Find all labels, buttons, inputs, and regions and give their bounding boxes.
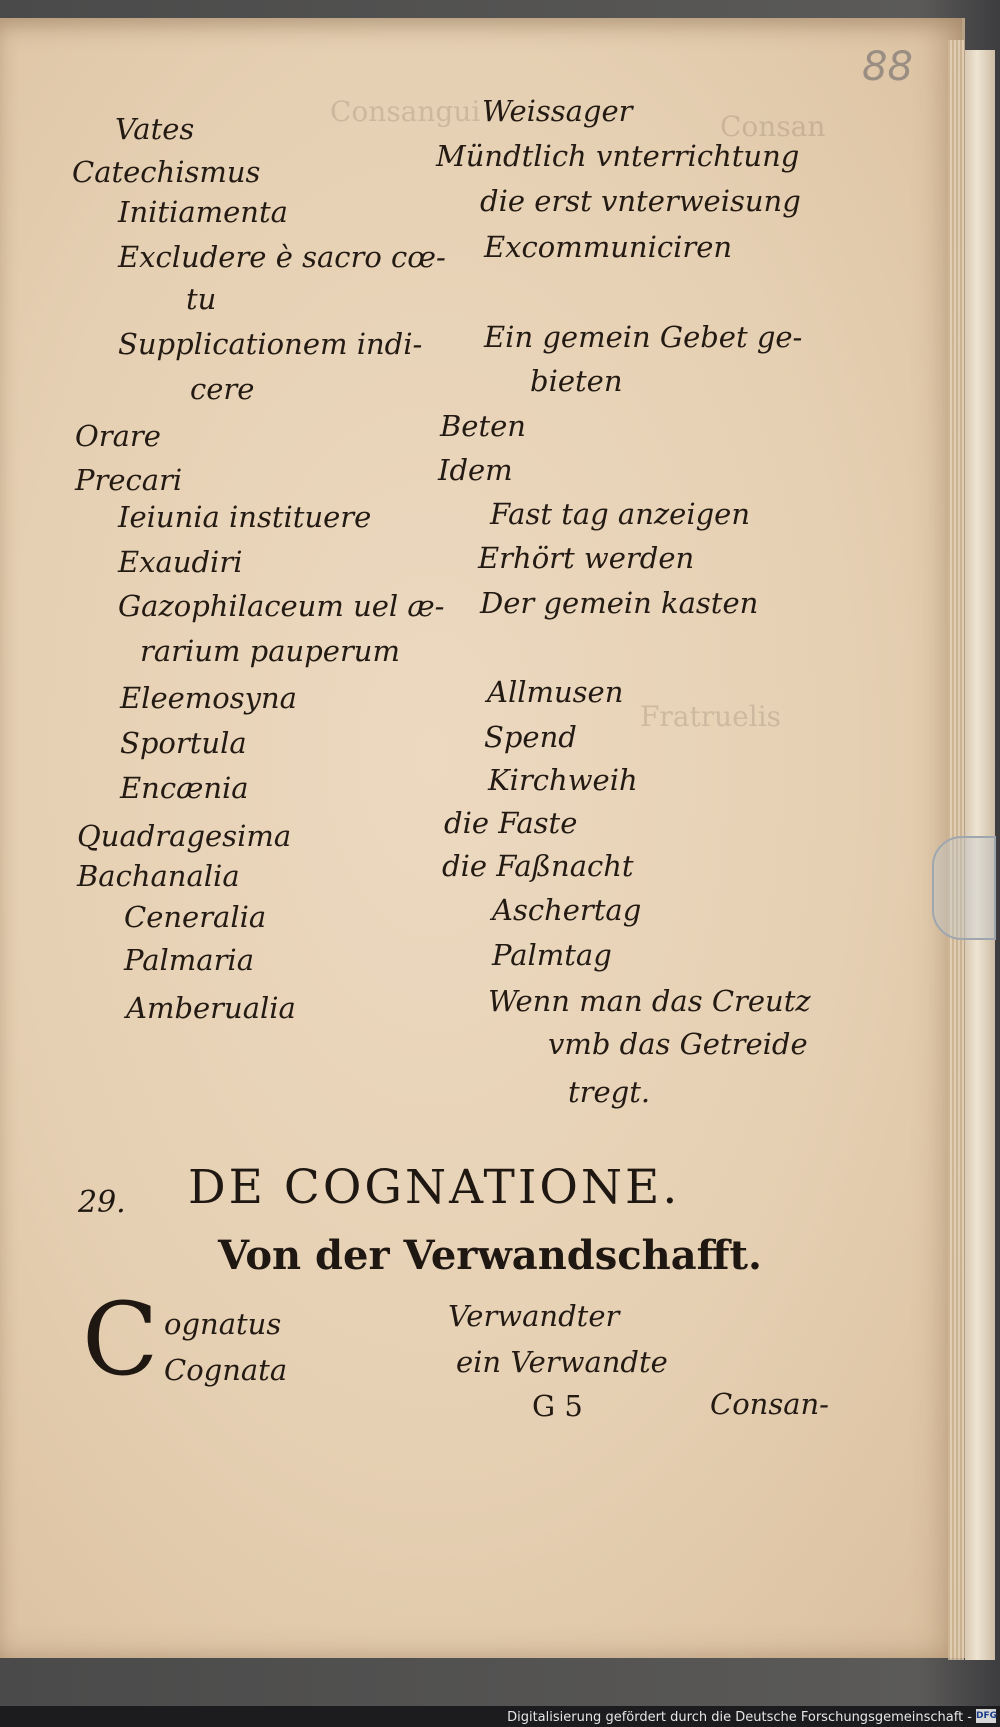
- section-subtitle: Von der Verwandschafft.: [218, 1232, 762, 1279]
- german-term: Der gemein kasten: [480, 586, 759, 620]
- german-term: Excommuniciren: [484, 230, 733, 264]
- latin-term: Ceneralia: [124, 900, 267, 934]
- bleed-through-text: Consan: [720, 110, 826, 143]
- latin-term: Vates: [115, 112, 195, 146]
- german-term: Ein gemein Gebet ge-: [484, 320, 803, 354]
- latin-term: rarium pauperum: [140, 634, 400, 668]
- german-term: Erhört werden: [478, 541, 695, 575]
- german-term: die Faßnacht: [442, 849, 634, 883]
- german-term: Spend: [484, 720, 577, 754]
- latin-term: Excludere è sacro cœ-: [118, 240, 446, 274]
- section-number: 29.: [78, 1185, 126, 1220]
- latin-term: Amberualia: [126, 991, 296, 1025]
- german-term: Kirchweih: [488, 763, 638, 797]
- latin-term: tu: [186, 282, 217, 316]
- latin-term: Gazophilaceum uel æ-: [118, 589, 445, 623]
- german-term: ein Verwandte: [456, 1345, 668, 1379]
- latin-term: Exaudiri: [118, 545, 243, 579]
- german-term: Weissager: [482, 94, 633, 128]
- funding-credit: Digitalisierung gefördert durch die Deutsche Forschungsgemeinschaft -: [507, 1710, 972, 1725]
- latin-term: Ieiunia instituere: [118, 500, 372, 534]
- german-term: Aschertag: [492, 893, 642, 927]
- latin-term: Initiamenta: [118, 195, 288, 229]
- latin-term: cere: [190, 372, 255, 406]
- latin-term: Catechismus: [72, 155, 261, 189]
- german-term: Mündtlich vnterrichtung: [436, 139, 800, 173]
- folio-number: 88: [862, 44, 913, 90]
- german-term: vmb das Getreide: [548, 1027, 808, 1061]
- latin-term: Quadragesima: [77, 819, 292, 853]
- german-term: tregt.: [568, 1075, 651, 1109]
- bleed-through-text: Consangui: [330, 95, 481, 128]
- latin-term: Supplicationem indi-: [118, 327, 423, 361]
- german-term: die erst vnterweisung: [480, 184, 801, 218]
- decorated-initial: C: [82, 1281, 159, 1398]
- german-term: Wenn man das Creutz: [488, 984, 811, 1018]
- german-term: Verwandter: [448, 1299, 620, 1333]
- german-term: Idem: [438, 453, 513, 487]
- latin-term: Palmaria: [124, 943, 254, 977]
- german-term: Allmusen: [487, 675, 624, 709]
- bleed-through-text: Fratruelis: [640, 700, 782, 733]
- catchword: Consan-: [710, 1387, 829, 1421]
- latin-term: Precari: [75, 463, 183, 497]
- latin-term: Cognata: [164, 1353, 288, 1387]
- german-term: Fast tag anzeigen: [490, 497, 751, 531]
- latin-term: Encænia: [120, 771, 249, 805]
- latin-term: ognatus: [164, 1307, 282, 1341]
- german-term: bieten: [530, 364, 623, 398]
- section-title: DE COGNATIONE.: [188, 1160, 681, 1215]
- signature-mark: G 5: [532, 1389, 583, 1423]
- german-term: Beten: [440, 409, 526, 443]
- page-clip: [932, 836, 996, 940]
- german-term: Palmtag: [492, 938, 612, 972]
- german-term: die Faste: [444, 806, 578, 840]
- dfg-logo: DFG: [976, 1711, 998, 1721]
- latin-term: Orare: [75, 419, 161, 453]
- latin-term: Sportula: [120, 726, 247, 760]
- latin-term: Bachanalia: [77, 859, 240, 893]
- latin-term: Eleemosyna: [120, 681, 297, 715]
